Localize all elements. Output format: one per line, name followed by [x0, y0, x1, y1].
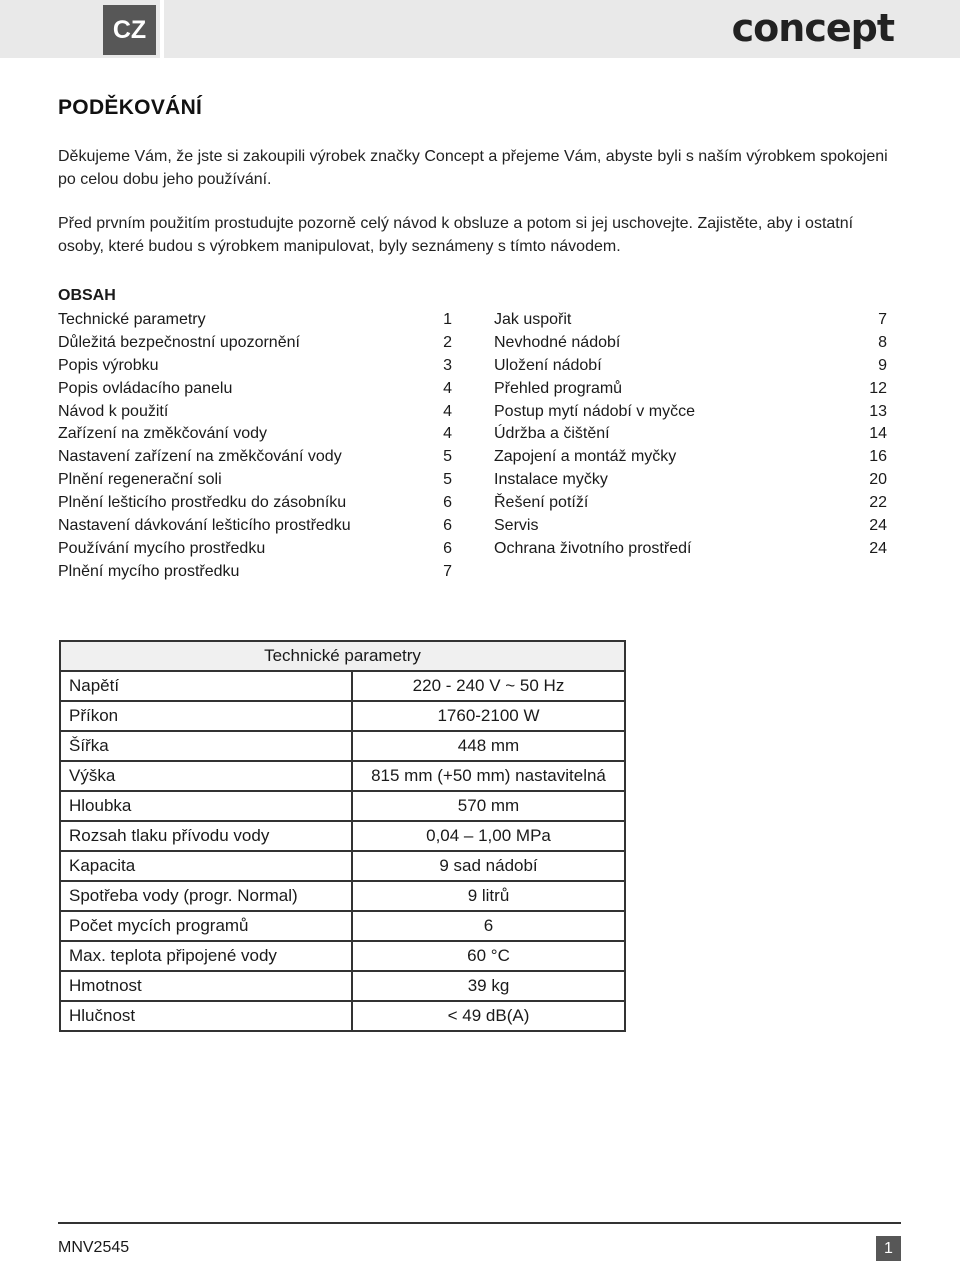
toc-entry	[58, 469, 452, 492]
spec-label: Hloubka	[60, 791, 352, 821]
toc-entry	[494, 332, 887, 355]
toc-entry-page: 4	[443, 402, 452, 420]
toc-entry	[58, 561, 452, 584]
spec-value: 815 mm (+50 mm) nastavitelná	[352, 761, 625, 791]
spec-label: Spotřeba vody (progr. Normal)	[60, 881, 352, 911]
spec-label: Napětí	[60, 671, 352, 701]
spec-row	[60, 821, 625, 851]
toc-entry	[494, 469, 887, 492]
spec-label: Výška	[60, 761, 352, 791]
spec-value: 60 °C	[352, 941, 625, 971]
toc-entry-label: Nevhodné nádobí	[494, 333, 621, 351]
toc-entry	[58, 355, 452, 378]
spec-value: 9 sad nádobí	[352, 851, 625, 881]
spec-row	[60, 671, 625, 701]
instructions-paragraph: Před prvním použitím prostudujte pozorně celý návod k obsluze a potom si jej uschovejte. Zajistěte, aby i ostatní osoby, které budou s výrobkem manipulovat, byly seznámeny s tímto návodem.	[58, 215, 854, 255]
toc-entry	[494, 423, 887, 446]
toc-entry-page: 22	[869, 494, 887, 512]
toc-entry-label: Popis výrobku	[58, 356, 159, 374]
spec-value: < 49 dB(A)	[352, 1001, 625, 1031]
toc-entry-page: 24	[869, 517, 887, 535]
toc-entry-page: 6	[443, 517, 452, 535]
spec-value: 220 - 240 V ~ 50 Hz	[352, 671, 625, 701]
spec-row	[60, 1001, 625, 1031]
toc-entry-label: Plnění mycího prostředku	[58, 562, 240, 580]
header-left-strip	[0, 0, 96, 58]
toc-entry-page: 12	[869, 379, 887, 397]
spec-label: Rozsah tlaku přívodu vody	[60, 821, 352, 851]
toc-entry-page: 5	[443, 448, 452, 466]
spec-label: Šířka	[60, 731, 352, 761]
intro-paragraph: Děkujeme Vám, že jste si zakoupili výrobek značky Concept a přejeme Vám, abyste byli s naším výrobkem spokojeni po celou dobu jeho používání.	[58, 148, 888, 188]
toc-entry	[58, 332, 452, 355]
toc-left-column	[58, 309, 452, 584]
toc-entry-page: 13	[869, 402, 887, 420]
footer-divider	[58, 1222, 901, 1224]
toc-entry-page: 7	[878, 311, 887, 328]
toc-entry-label: Zařízení na změkčování vody	[58, 425, 267, 443]
spec-label: Hlučnost	[60, 1001, 352, 1031]
toc-entry-label: Návod k použití	[58, 402, 169, 420]
toc-entry	[494, 446, 887, 469]
header-bar	[0, 0, 960, 58]
model-number: MNV2545	[58, 1239, 130, 1256]
toc-entry-page: 6	[443, 494, 452, 512]
toc-entry-label: Popis ovládacího panelu	[58, 379, 233, 397]
toc-entry-page: 14	[869, 425, 887, 443]
page-title: PODĚKOVÁNÍ	[58, 96, 203, 119]
spec-value: 0,04 – 1,00 MPa	[352, 821, 625, 851]
toc-entry-label: Přehled programů	[494, 379, 623, 397]
toc-entry-label: Instalace myčky	[494, 471, 608, 489]
toc-entry	[58, 423, 452, 446]
toc-entry-page: 8	[878, 333, 887, 351]
toc-entry-page: 24	[869, 539, 887, 557]
toc-entry-label: Servis	[494, 517, 539, 535]
toc-entry-label: Ochrana životního prostředí	[494, 539, 692, 557]
spec-label: Počet mycích programů	[60, 911, 352, 941]
toc-entry-page: 16	[869, 448, 887, 466]
spec-row	[60, 941, 625, 971]
spec-row	[60, 851, 625, 881]
spec-value: 9 litrů	[352, 881, 625, 911]
toc-entry	[494, 401, 887, 424]
toc-entry-page: 9	[878, 356, 887, 374]
toc-entry	[58, 538, 452, 561]
toc-entry	[58, 401, 452, 424]
specs-table	[59, 640, 626, 1032]
spec-value: 39 kg	[352, 971, 625, 1001]
spec-row	[60, 701, 625, 731]
header-separator	[160, 0, 164, 58]
toc-entry	[494, 538, 887, 561]
spec-value: 448 mm	[352, 731, 625, 761]
toc-entry-label: Technické parametry	[58, 311, 206, 328]
toc-entry-label: Plnění lešticího prostředku do zásobníku	[58, 494, 347, 512]
spec-label: Max. teplota připojené vody	[60, 941, 352, 971]
page-number: 1	[876, 1236, 901, 1261]
toc-entry	[58, 492, 452, 515]
spec-label: Příkon	[60, 701, 352, 731]
spec-row	[60, 911, 625, 941]
toc-entry-label: Důležitá bezpečnostní upozornění	[58, 333, 300, 351]
spec-row	[60, 761, 625, 791]
toc-entry-label: Postup mytí nádobí v myčce	[494, 402, 695, 420]
toc-entry	[494, 492, 887, 515]
spec-label: Kapacita	[60, 851, 352, 881]
toc-entry-label: Nastavení zařízení na změkčování vody	[58, 448, 342, 466]
toc-entry-page: 4	[443, 379, 452, 397]
spec-label: Hmotnost	[60, 971, 352, 1001]
toc-entry-label: Zapojení a montáž myčky	[494, 448, 677, 466]
toc-right-column	[494, 309, 887, 561]
toc-entry-page: 4	[443, 425, 452, 443]
toc-entry-page: 6	[443, 539, 452, 557]
toc-entry	[494, 378, 887, 401]
toc-entry-label: Jak uspořit	[494, 311, 572, 328]
spec-value: 6	[352, 911, 625, 941]
toc-entry	[58, 309, 452, 332]
toc-heading: OBSAH	[58, 287, 116, 304]
toc-entry	[494, 355, 887, 378]
toc-entry-page: 2	[443, 333, 452, 351]
specs-heading: Technické parametry	[60, 641, 625, 671]
spec-value: 1760-2100 W	[352, 701, 625, 731]
toc-entry-label: Údržba a čištění	[494, 425, 610, 443]
toc-entry	[494, 515, 887, 538]
toc-entry-label: Používání mycího prostředku	[58, 539, 266, 557]
spec-row	[60, 731, 625, 761]
toc-entry-page: 7	[443, 562, 452, 580]
language-badge: CZ	[103, 5, 156, 55]
toc-entry-page: 20	[869, 471, 887, 489]
spec-row	[60, 881, 625, 911]
toc-entry-label: Nastavení dávkování lešticího prostředku	[58, 517, 351, 535]
brand-logo: concept	[731, 6, 894, 50]
spec-row	[60, 971, 625, 1001]
toc-entry	[58, 378, 452, 401]
toc-entry-label: Uložení nádobí	[494, 356, 602, 374]
spec-row	[60, 791, 625, 821]
toc-entry	[58, 515, 452, 538]
toc-entry-page: 5	[443, 471, 452, 489]
toc-entry-label: Plnění regenerační soli	[58, 471, 222, 489]
toc-entry	[58, 446, 452, 469]
toc-entry-label: Řešení potíží	[494, 494, 589, 512]
spec-value: 570 mm	[352, 791, 625, 821]
toc-entry-page: 3	[443, 356, 452, 374]
toc-entry	[494, 309, 887, 332]
toc-entry-page: 1	[443, 311, 452, 328]
